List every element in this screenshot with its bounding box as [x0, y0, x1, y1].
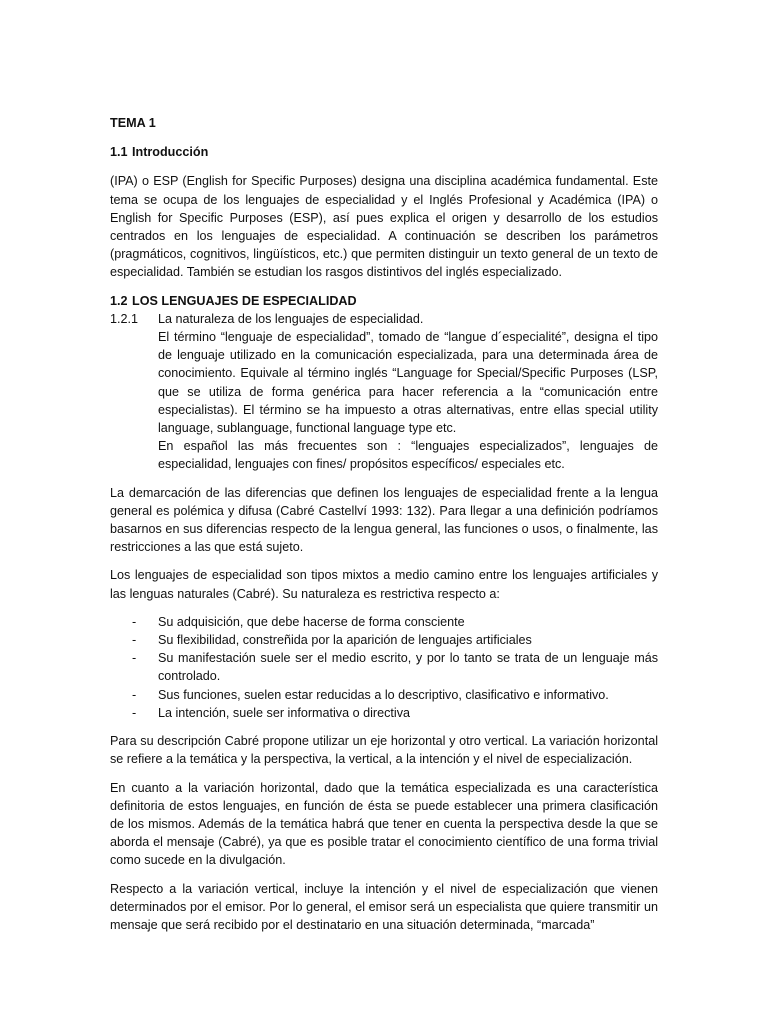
- dash-bullet: -: [132, 633, 137, 648]
- subsection-paragraph-1: El término “lenguaje de especialidad”, tomado de “langue d´especialité”, designa el tipo de lenguaje utilizado en la comunicación especializada, para una determinada área de conocimiento. Equivale al término inglés “Language for Special/Specific Purposes (LSP, que se utiliza de forma genérica para hacer referencia a la “comunicación entre especialistas). El término se ha impuesto a otras alternativas, entre ellas special utility language, sublanguage, functional language type etc.: [158, 330, 658, 436]
- subsection-block: [110, 310, 658, 474]
- section-number: 1.2: [110, 293, 128, 308]
- restrictions-list: [110, 613, 658, 722]
- section-heading-introduccion: [110, 143, 658, 161]
- subsection-number: 1.2.1: [110, 311, 139, 326]
- section-number: 1.1: [110, 145, 128, 160]
- paragraph-variacion-vertical: Respecto a la variación vertical, incluye la intención y el nivel de especialización que vienen determinados por el emisor. Por lo general, el emisor será un especialista que quiere transmitir un mensaje que será recibido por el destinatario en una situación determinada, “marcada”: [110, 881, 658, 932]
- paragraph-descripcion: Para su descripción Cabré propone utilizar un eje horizontal y otro vertical. La variación horizontal se refiere a la temática y la perspectiva, la vertical, a la intención y el nivel de especialización.: [110, 734, 658, 767]
- document-title: TEMA 1: [110, 116, 156, 130]
- paragraph-variacion-horizontal: En cuanto a la variación horizontal, dado que la temática especializada es una característica definitoria de estos lenguajes, en función de ésta se puede establecer una primera clasificación de los mismos. Además de la temática habrá que tener en cuenta la perspectiva desde la que se aborda el mensaje (Cabré), ya que es posible tratar el conocimiento científico de una forma trivial como sucede en la divulgación.: [110, 780, 658, 868]
- list-item: - Sus funciones, suelen estar reducidas a lo descriptivo, clasificativo e informativo.: [132, 686, 658, 704]
- list-item: - La intención, suele ser informativa o directiva: [132, 704, 658, 722]
- subsection-body: [158, 310, 658, 474]
- paragraph-demarcacion: La demarcación de las diferencias que definen los lenguajes de especialidad frente a la lengua general es polémica y difusa (Cabré Castellví 1993: 132). Para llegar a una definición podríamos basarnos en sus diferencias respecto de la lengua general, las funciones o usos, o finalmente, las restricciones a las que está sujeto.: [110, 485, 658, 555]
- dash-bullet: -: [132, 705, 137, 720]
- section-heading-lenguajes: [110, 292, 658, 310]
- dash-bullet: -: [132, 687, 137, 702]
- list-item: - Su flexibilidad, constreñida por la aparición de lenguajes artificiales: [132, 631, 658, 649]
- list-item: - Su adquisición, que debe hacerse de forma consciente: [132, 613, 658, 631]
- list-item: - Su manifestación suele ser el medio escrito, y por lo tanto se trata de un lenguaje más controlado.: [132, 649, 658, 685]
- paragraph-tipos-mixtos: Los lenguajes de especialidad son tipos mixtos a medio camino entre los lenguajes artificiales y las lenguas naturales (Cabré). Su naturaleza es restrictiva respecto a:: [110, 568, 658, 601]
- dash-bullet: -: [132, 614, 137, 629]
- intro-paragraph: (IPA) o ESP (English for Specific Purposes) designa una disciplina académica fundamental. Este tema se ocupa de los lenguajes de especialidad y el Inglés Profesional y Académica (IPA) o English for Specific Purposes (ESP), así pues explica el origen y desarrollo de los estudios centrados en los lenguajes de especialidad. A continuación se describen los parámetros (pragmáticos, cognitivos, lingüísticos, etc.) que permiten distinguir un texto general de un texto de especialidad. También se estudian los rasgos distintivos del inglés especializado.: [110, 174, 658, 280]
- section-title: Introducción: [132, 145, 209, 160]
- subsection-paragraph-2: En español las más frecuentes son : “lenguajes especializados”, lenguajes de especialidad, lenguajes con fines/ propósitos específicos/ especiales etc.: [158, 439, 658, 472]
- subsection-title: La naturaleza de los lenguajes de especialidad.: [158, 311, 424, 326]
- section-title: LOS LENGUAJES DE ESPECIALIDAD: [132, 293, 357, 308]
- dash-bullet: -: [132, 651, 137, 666]
